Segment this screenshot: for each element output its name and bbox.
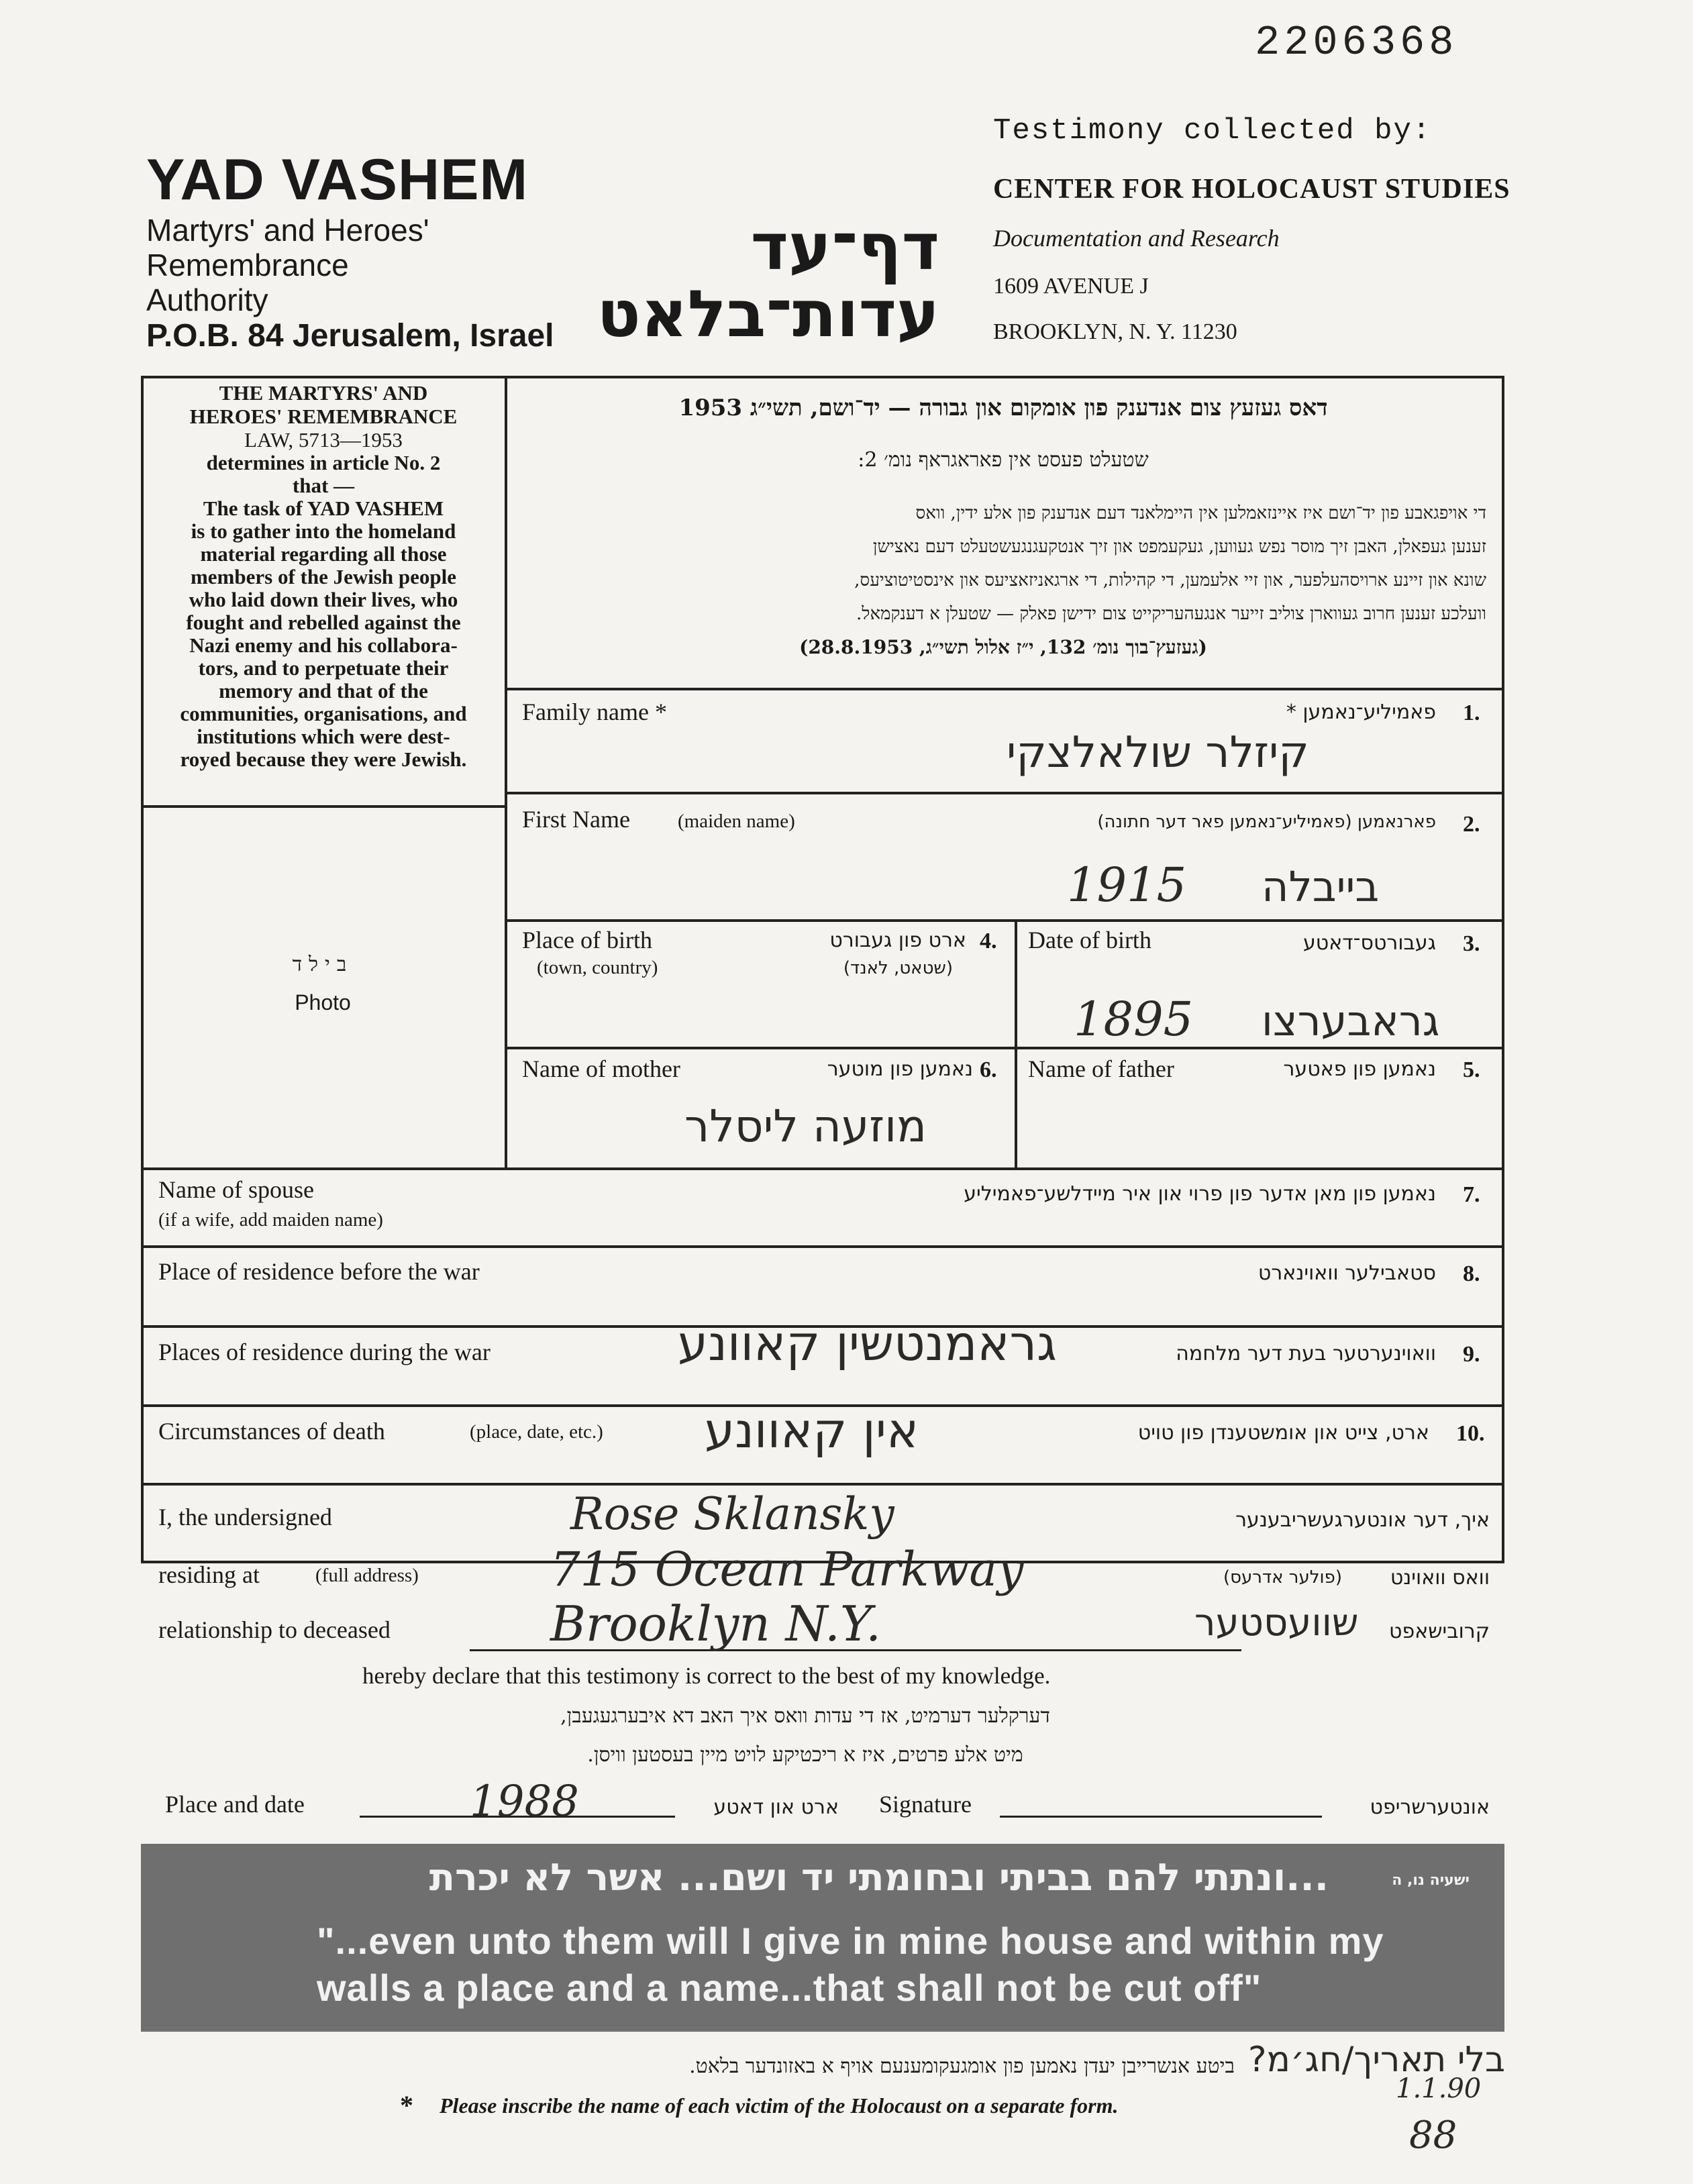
residing-hebrew-label: וואס וואוינט — [1390, 1566, 1490, 1590]
law-title-line1: THE MARTYRS' AND — [219, 381, 428, 405]
place-date-label: Place and date — [165, 1791, 305, 1818]
banner-reference: ישעיה נו, ה — [1392, 1872, 1470, 1889]
banner-english-line2: walls a place and a name...that shall not be cut off" — [317, 1967, 1262, 2009]
row-divider-5 — [141, 1245, 1504, 1248]
residence-before-label: Place of residence before the war — [158, 1258, 480, 1285]
law-hebrew-source: (געזעץ־בוך נומ׳ 132, י״ז אלול תשי״ג, 28.8.1953) — [799, 636, 1207, 658]
residence-during-value[interactable]: גראמנטשין קאוונע — [678, 1315, 1057, 1371]
relationship-label: relationship to deceased — [158, 1616, 391, 1643]
date-of-birth-year[interactable]: 1895 — [1074, 992, 1194, 1047]
law-body-3: members of the Jewish people — [190, 565, 457, 588]
residing-label: residing at — [158, 1561, 260, 1588]
collector-name: CENTER FOR HOLOCAUST STUDIES — [993, 174, 1510, 205]
spouse-num: 7. — [1463, 1182, 1480, 1207]
family-name-label: Family name * — [522, 698, 667, 725]
date-of-birth-num: 3. — [1463, 931, 1480, 956]
photo-hebrew-label: בילד — [292, 953, 354, 976]
place-of-birth-num: 4. — [980, 929, 997, 953]
father-name-label: Name of father — [1028, 1055, 1174, 1082]
spouse-note: (if a wife, add maiden name) — [158, 1209, 383, 1231]
mother-name-label: Name of mother — [522, 1055, 680, 1082]
date-of-birth-label: Date of birth — [1028, 927, 1151, 953]
law-body-5: fought and rebelled against the — [186, 611, 461, 634]
law-body-0: The task of YAD VASHEM — [203, 497, 444, 520]
row-divider-8 — [141, 1483, 1504, 1486]
place-date-hebrew-label: ארט און דאטע — [713, 1796, 839, 1819]
hebrew-logo-line2: עדות־בלאט — [597, 276, 939, 352]
residence-during-num: 9. — [1463, 1342, 1480, 1367]
signature-hebrew-label: אונטערשריפט — [1370, 1796, 1490, 1819]
first-name-note: (maiden name) — [678, 811, 795, 832]
law-title-line2: HEROES' REMEMBRANCE — [189, 405, 458, 428]
banner-hebrew-quote: ...ונתתי להם בביתי ובחומתי יד ושם... אשר לא יכרת — [429, 1856, 1329, 1900]
org-header — [146, 148, 562, 354]
place-of-birth-hebrew-label: ארט פון געבורט — [829, 929, 966, 952]
banner-english-line1: "...even unto them will I give in mine house and within my — [317, 1920, 1384, 1962]
footer-handwritten-hebrew: בלי תאריך/חג׳מ? — [1248, 2040, 1506, 2080]
family-name-num: 1. — [1463, 700, 1480, 725]
signature-label: Signature — [879, 1791, 972, 1818]
residence-before-hebrew-label: סטאבילער וואוינארט — [1258, 1261, 1436, 1285]
law-hebrew-line-3: וועלכע זענען חרוב געווארן צוליב זייער אנגעהעריקייט צום ידישן פאלק — שטעלן א דענקמאל. — [856, 604, 1486, 624]
city-value[interactable]: Brooklyn N.Y. — [550, 1596, 882, 1652]
collected-by-label: Testimony collected by: — [993, 114, 1432, 148]
address-value[interactable]: 715 Ocean Parkway — [550, 1542, 1024, 1597]
hebrew-logo-line1: דף־עד — [750, 209, 939, 284]
law-hebrew-divider — [505, 688, 1504, 690]
law-title-line3: LAW, 5713—1953 — [244, 428, 403, 452]
undersigned-value[interactable]: Rose Sklansky — [570, 1488, 894, 1540]
row-divider-2 — [505, 919, 1504, 922]
footer-star: * — [400, 2090, 413, 2120]
statement-hebrew-1: דערקלער דערמיט, אז די עדות וואס איך האב דא איבערגעגעבן, — [560, 1704, 1050, 1728]
mother-name-value[interactable]: מוזעה ליסלר — [684, 1100, 927, 1152]
death-hebrew-label: ארט, צייט און אומשטענדן פון טויט — [1137, 1421, 1429, 1445]
org-name: YAD VASHEM — [146, 148, 529, 212]
residing-hebrew-note: (פולער אדרעס) — [1223, 1567, 1342, 1588]
death-num: 10. — [1456, 1421, 1485, 1446]
middle-column-divider — [1015, 919, 1017, 1167]
family-name-value[interactable]: קיזלר שולאלצקי — [1007, 728, 1309, 778]
footer-hebrew-note: ביטע אנשרייבן יעדן נאמען פון אומגעקומענעם אויף א באזונדער בלאט. — [689, 2055, 1235, 2078]
spouse-label: Name of spouse — [158, 1176, 314, 1203]
death-value[interactable]: אין קאוונע — [705, 1402, 919, 1459]
law-that: that — — [292, 474, 355, 497]
mother-name-hebrew-label: נאמען פון מוטער — [827, 1057, 973, 1081]
place-of-birth-hebrew-note: (שטאט, לאנד) — [843, 958, 953, 978]
law-body-10: institutions which were dest- — [197, 725, 450, 748]
undersigned-hebrew-label: איך, דער אונטערגעשריבענער — [1235, 1508, 1490, 1532]
first-name-label: First Name — [522, 806, 630, 833]
row-divider-1 — [505, 792, 1504, 794]
mother-name-num: 6. — [980, 1057, 997, 1082]
photo-label: Photo — [295, 990, 351, 1015]
footer-english-note: Please inscribe the name of each victim of the Holocaust on a separate form. — [440, 2093, 1119, 2118]
relationship-value[interactable]: שוועסטער — [1194, 1601, 1359, 1645]
row-divider-3 — [505, 1047, 1504, 1049]
death-note: (place, date, etc.) — [470, 1421, 603, 1443]
org-address: P.O.B. 84 Jerusalem, Israel — [146, 318, 554, 354]
law-hebrew-body — [520, 497, 1486, 631]
law-hebrew-line-1: זענען געפאלן, האבן זיך מוסר נפש געווען, געקעמפט און זיך אנטקעגנגעשטעלט דעם נאצישן — [872, 537, 1486, 557]
serial-number: 2206368 — [1255, 19, 1458, 66]
date-of-birth-hebrew-label: געבורטס־דאטע — [1302, 931, 1436, 955]
statement-hebrew-2: מיט אלע פרטים, איז א ריכטיקע לויט מיין בעסטען וויסן. — [587, 1743, 1023, 1767]
residence-during-hebrew-label: וואוינערטער בעת דער מלחמה — [1176, 1342, 1436, 1365]
law-body-6: Nazi enemy and his collabora- — [189, 633, 458, 657]
law-body-4: who laid down their lives, who — [189, 588, 458, 611]
spouse-hebrew-label: נאמען פון מאן אדער פון פרוי און איר מיידלשע־פאמיליע — [964, 1182, 1436, 1206]
place-date-value[interactable]: 1988 — [470, 1777, 579, 1826]
law-hebrew-title: דאס געזעץ צום אנדענק פון אומקום און גבורה — יד־ושם, תשי״ג 1953 — [678, 395, 1328, 421]
undersigned-label: I, the undersigned — [158, 1504, 332, 1530]
collector-street: 1609 AVENUE J — [993, 274, 1149, 299]
law-body-2: material regarding all those — [200, 542, 447, 566]
law-article: determines in article No. 2 — [206, 451, 441, 474]
relationship-hebrew-label: קרובישאפט — [1389, 1620, 1490, 1643]
footer-handwritten-date: 1.1.90 — [1396, 2073, 1482, 2104]
law-body-1: is to gather into the homeland — [191, 519, 456, 543]
statement: hereby declare that this testimony is correct to the best of my knowledge. — [362, 1663, 1051, 1689]
place-of-birth-note: (town, country) — [537, 957, 658, 978]
law-english — [149, 381, 498, 771]
org-line1: Martyrs' and Heroes' — [146, 213, 429, 248]
law-hebrew-subtitle: שטעלט פעסט אין פאראגראף נומ׳ 2: — [858, 448, 1149, 472]
row-divider-4 — [141, 1167, 1504, 1170]
residence-during-label: Places of residence during the war — [158, 1339, 491, 1365]
org-line2: Remembrance — [146, 248, 349, 282]
first-name-year[interactable]: 1915 — [1067, 857, 1187, 913]
death-label: Circumstances of death — [158, 1418, 385, 1445]
signature-underline — [1000, 1816, 1322, 1818]
first-name-hebrew-label: פארנאמען (פאמיליע־נאמען פאר דער חתונה) — [1097, 812, 1436, 832]
footer-handwritten-code: 88 — [1409, 2114, 1457, 2157]
first-name-num: 2. — [1463, 812, 1480, 837]
law-body-8: memory and that of the — [219, 679, 428, 703]
collector-city: BROOKLYN, N. Y. 11230 — [993, 319, 1237, 344]
collector-sub: Documentation and Research — [993, 225, 1280, 252]
residing-note: (full address) — [315, 1565, 419, 1586]
family-name-hebrew-label: פאמיליע־נאמען * — [1286, 700, 1436, 724]
law-body-11: royed because they were Jewish. — [180, 747, 467, 771]
law-photo-divider — [141, 805, 505, 808]
father-name-hebrew-label: נאמען פון פאטער — [1283, 1057, 1436, 1081]
law-hebrew-line-2: שונא און זיינע ארויסהעלפער, און זיי אלעמען, די קהילות, די ארגאניזאציעס און אינסטיטוציעס, — [854, 570, 1486, 590]
org-line3: Authority — [146, 282, 268, 317]
law-body-7: tors, and to perpetuate their — [198, 656, 449, 680]
residence-before-num: 8. — [1463, 1261, 1480, 1286]
father-name-num: 5. — [1463, 1057, 1480, 1082]
law-hebrew-line-0: די אויפגאבע פון יד־ושם איז איינזאמלען אין היימלאנד דעם אנדענק פון אלע ידין, וואס — [915, 503, 1486, 523]
place-of-birth-label: Place of birth — [522, 927, 652, 953]
date-of-birth-place[interactable]: גראבערצו — [1262, 996, 1440, 1045]
first-name-value[interactable]: בייבלה — [1262, 862, 1380, 911]
law-body-9: communities, organisations, and — [180, 702, 467, 725]
quote-banner — [141, 1844, 1504, 2032]
